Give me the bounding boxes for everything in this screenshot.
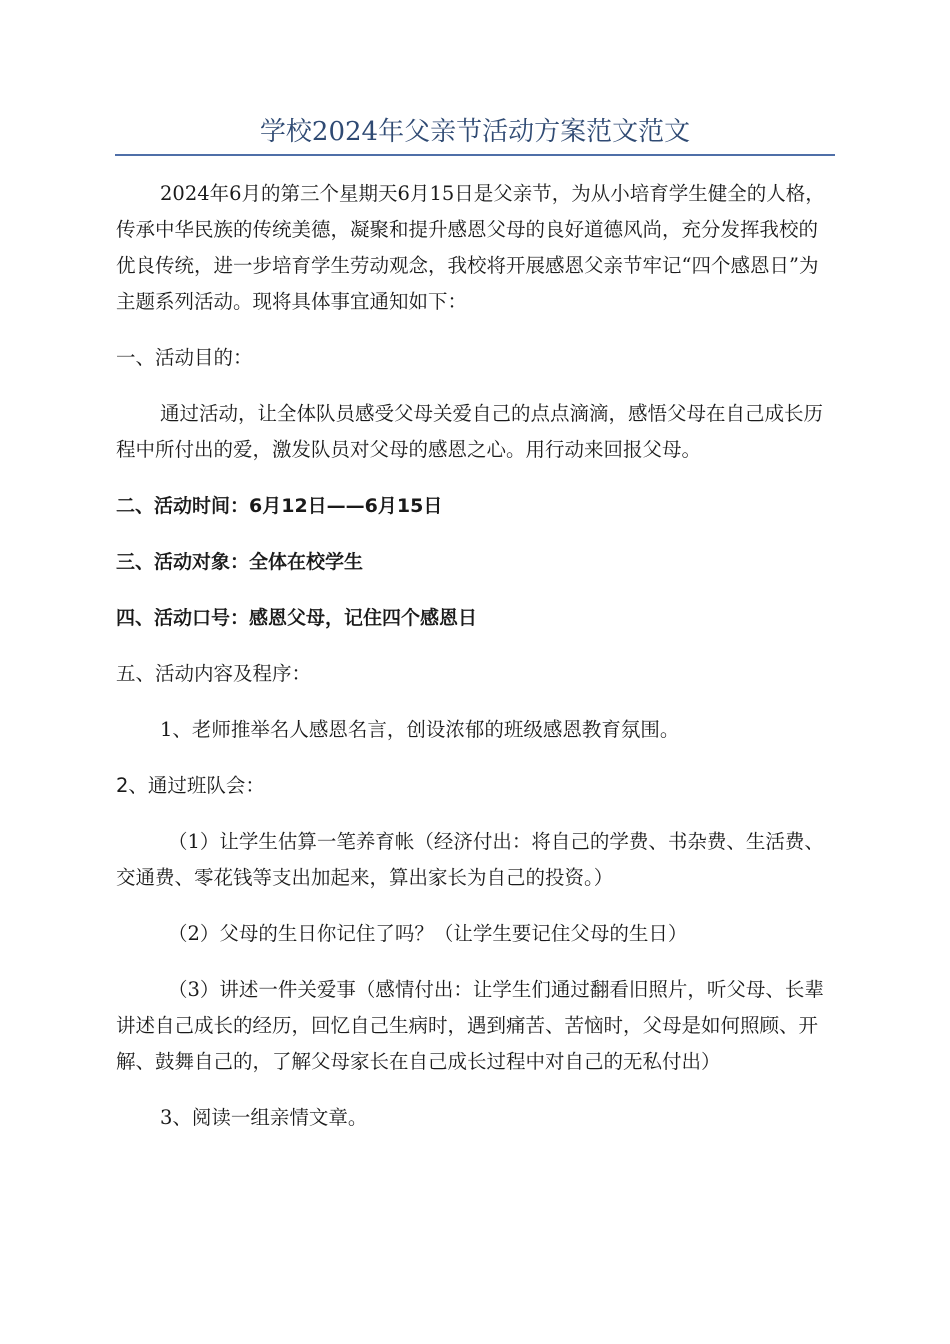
section-heading-content: 五、活动内容及程序： (116, 662, 312, 685)
document-title: 学校2024年父亲节活动方案范文范文 (259, 117, 691, 147)
content-subitem-1: （1）让学生估算一笔养育帐（经济付出：将自己的学费、书杂费、生活费、交通费、零花钱等支出加起来，算出家长为自己的投资。） (116, 830, 824, 889)
section-heading-audience: 三、活动对象：全体在校学生 (116, 551, 364, 573)
section-heading-purpose: 一、活动目的： (116, 346, 253, 369)
title-underline (115, 154, 835, 156)
document-body (116, 176, 836, 1136)
content-item-3: 3、阅读一组亲情文章。 (160, 1106, 368, 1129)
section-heading-time: 二、活动时间：6月12日——6月15日 (116, 495, 443, 517)
content-item-1: 1、老师推举名人感恩名言，创设浓郁的班级感恩教育氛围。 (160, 718, 680, 741)
section-heading-slogan: 四、活动口号：感恩父母，记住四个感恩日 (116, 607, 478, 629)
content-subitem-2: （2）父母的生日你记住了吗？（让学生要记住父母的生日） (168, 922, 688, 945)
intro-paragraph: 2024年6月的第三个星期天6月15日是父亲节，为从小培育学生健全的人格，传承中华民族的传统美德，凝聚和提升感恩父母的良好道德风尚，充分发挥我校的优良传统，进一步培育学生劳动观念，我校将开展感恩父亲节牢记“四个感恩日”为主题系列活动。现将具体事宜通知如下： (116, 182, 825, 313)
content-item-2: 2、通过班队会： (116, 774, 265, 797)
content-subitem-3: （3）讲述一件关爱事（感情付出：让学生们通过翻看旧照片，听父母、长辈讲述自己成长的经历，回忆自己生病时，遇到痛苦、苦恼时，父母是如何照顾、开解、鼓舞自己的，了解父母家长在自己成长过程中对自己的无私付出） (116, 978, 824, 1073)
purpose-paragraph: 通过活动，让全体队员感受父母关爱自己的点点滴滴，感悟父母在自己成长历程中所付出的爱，激发队员对父母的感恩之心。用行动来回报父母。 (116, 402, 824, 461)
